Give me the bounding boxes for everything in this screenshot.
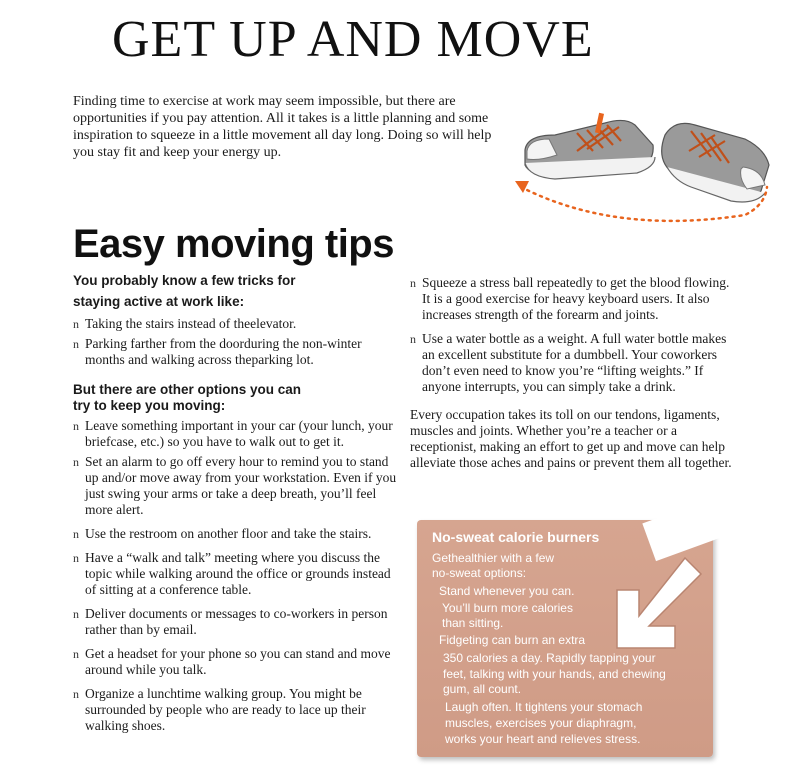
box-line: Stand whenever you can. — [439, 584, 575, 598]
list-item: n Organize a lunchtime walking group. You might be surrounded by people who are ready to lace up their walking shoes. — [73, 686, 366, 733]
right-sneaker — [662, 123, 769, 202]
bullet-icon: n — [73, 607, 79, 621]
sneakers-icon — [515, 105, 795, 235]
occupation-paragraph: Every occupation takes its toll on our tendons, ligaments, muscles and joints. Whether you’re a teacher or a receptionist, making an effort to get up and move can help alleviate those aches and pains or prevent them all together. — [410, 407, 732, 470]
page-title: GET UP AND MOVE — [112, 11, 594, 68]
calorie-burners-box — [417, 520, 713, 757]
bullet-icon: n — [73, 419, 79, 433]
bullet-icon: n — [73, 455, 79, 469]
list-item: n Set an alarm to go off every hour to remind you to stand up and/or move away from your workstation. Even if you just swing your arms or take a deep breath, you’ll feel more alert. — [73, 454, 397, 517]
list-item: n Deliver documents or messages to co-workers in person rather than by email. — [73, 606, 388, 637]
box-line: feet, talking with your hands, and chewing — [443, 667, 666, 681]
box-line: Laugh often. It tightens your stomach — [445, 700, 643, 714]
list-item: n Get a headset for your phone so you can stand and move around while you talk. — [73, 646, 391, 677]
intro-paragraph: Finding time to exercise at work may seem impossible, but there are opportunities if you pay attention. All it takes is a little planning and some inspiration to squeeze in a little movement all day long. Doing so will help you stay fit and keep your energy up. — [73, 94, 492, 160]
bullet-icon: n — [73, 551, 79, 565]
box-line: Gethealthier with a few — [432, 551, 555, 565]
subhead-known-tricks: You probably know a few tricks for staying active at work like: — [73, 273, 296, 309]
box-line: You’ll burn more calories — [442, 601, 573, 615]
section-title: Easy moving tips — [73, 222, 394, 266]
box-line: no-sweat options: — [432, 566, 527, 580]
other-options-list — [73, 418, 403, 734]
subhead-other-options: But there are other options you can try to keep you moving: — [73, 382, 302, 413]
box-line: gum, all count. — [443, 682, 522, 696]
left-column — [73, 270, 403, 734]
bullet-icon: n — [73, 687, 79, 701]
bullet-icon: n — [73, 527, 79, 541]
list-item: n Use a water bottle as a weight. A full water bottle makes an excellent substitute for a dumbbell. Your coworkers don’t even need to know you’re “lifting weights.” If anyone interrupts, you can simply take a drink. — [410, 331, 727, 394]
bullet-icon: n — [73, 337, 79, 351]
box-title: No-sweat calorie burners — [432, 529, 600, 545]
list-item: n Have a “walk and talk” meeting where you discuss the topic while walking around the office or grounds instead of sitting at a conference table. — [73, 550, 391, 597]
box-line: 350 calories a day. Rapidly tapping your — [443, 651, 656, 665]
right-column — [410, 275, 735, 471]
list-item: n Parking farther from the doorduring the non-winter months and walking across theparking lot. — [73, 336, 362, 367]
list-item: n Squeeze a stress ball repeatedly to get the blood flowing. It is a good exercise for heavy keyboard users. It also increases strength of the forearm and joints. — [410, 275, 730, 322]
known-tricks-list — [73, 316, 403, 368]
bullet-icon: n — [410, 276, 416, 290]
arrow-down-left-icon — [605, 550, 705, 660]
list-item: n Use the restroom on another floor and take the stairs. — [73, 526, 372, 541]
left-sneaker — [525, 113, 655, 179]
box-line: muscles, exercises your diaphragm, — [445, 716, 637, 730]
bullet-icon: n — [73, 317, 79, 331]
bullet-icon: n — [73, 647, 79, 661]
list-item: n Leave something important in your car (your lunch, your briefcase, etc.) so you have to walk out to get it. — [73, 418, 393, 449]
more-tips-list — [410, 275, 735, 395]
box-line: than sitting. — [442, 616, 504, 630]
bullet-icon: n — [410, 332, 416, 346]
list-item: n Taking the stairs instead of theelevator. — [73, 316, 297, 331]
box-line: Fidgeting can burn an extra — [439, 633, 586, 647]
box-line: works your heart and relieves stress. — [445, 732, 641, 746]
